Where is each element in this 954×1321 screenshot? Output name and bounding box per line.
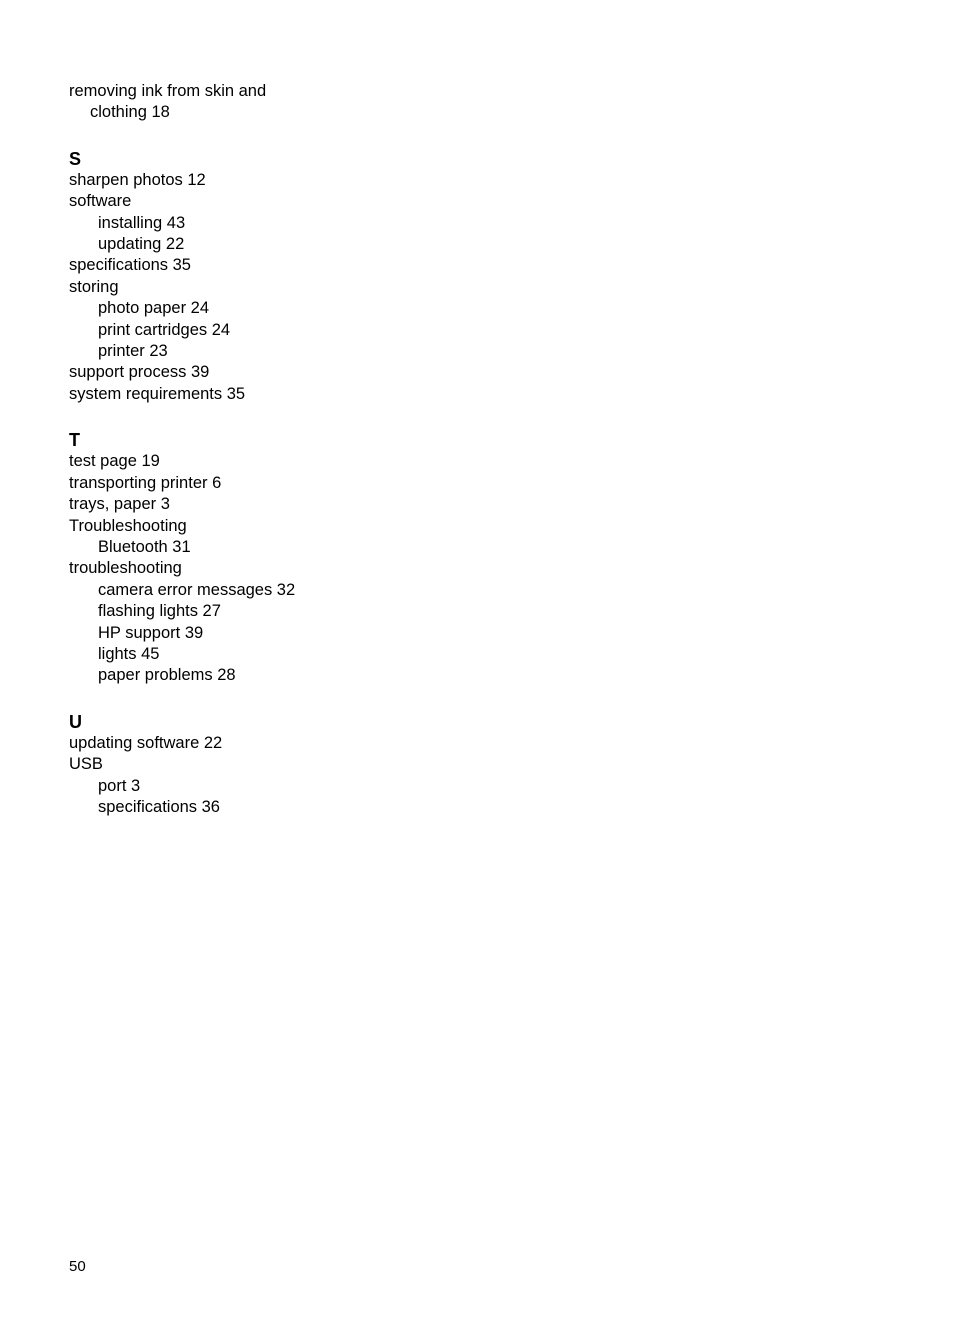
index-entry: sharpen photos 12 (69, 170, 206, 189)
index-entry: specifications 35 (69, 256, 191, 275)
index-entry: USB (69, 755, 103, 774)
index-entry: system requirements 35 (69, 384, 246, 403)
section-letter-u: U (69, 711, 82, 732)
index-subentry: print cartridges 24 (98, 320, 231, 339)
index-entry-text: removing ink from skin and (69, 82, 267, 100)
index-subentry: photo paper 24 (98, 299, 210, 318)
index-subentry: installing 43 (98, 213, 186, 232)
index-subentry: paper problems 28 (98, 666, 236, 685)
index-entry: updating software 22 (69, 733, 223, 752)
index-entry: troubleshooting (69, 559, 182, 578)
index-subentry: specifications 36 (98, 797, 220, 816)
index-column (69, 81, 489, 818)
index-subentry: Bluetooth 31 (98, 537, 191, 556)
index-entry-removing-ink (69, 81, 489, 124)
index-subentry: port 3 (98, 776, 141, 795)
index-subentry: printer 23 (98, 342, 168, 361)
index-entry-continuation: clothing 18 (90, 103, 170, 122)
index-entry: test page 19 (69, 452, 160, 471)
index-entry: trays, paper 3 (69, 495, 170, 514)
index-subentry: camera error messages 32 (98, 580, 296, 599)
page-number: 50 (69, 1258, 86, 1275)
index-entry: software (69, 192, 132, 211)
index-subentry: flashing lights 27 (98, 602, 221, 621)
index-entry: Troubleshooting (69, 516, 187, 535)
index-entry: support process 39 (69, 363, 210, 382)
section-letter-s: S (69, 148, 82, 169)
index-subentry: HP support 39 (98, 623, 204, 642)
section-letter-t: T (69, 430, 80, 451)
index-subentry: lights 45 (98, 644, 160, 663)
index-entry: transporting printer 6 (69, 473, 222, 492)
index-entry: storing (69, 277, 119, 296)
index-subentry: updating 22 (98, 235, 185, 254)
